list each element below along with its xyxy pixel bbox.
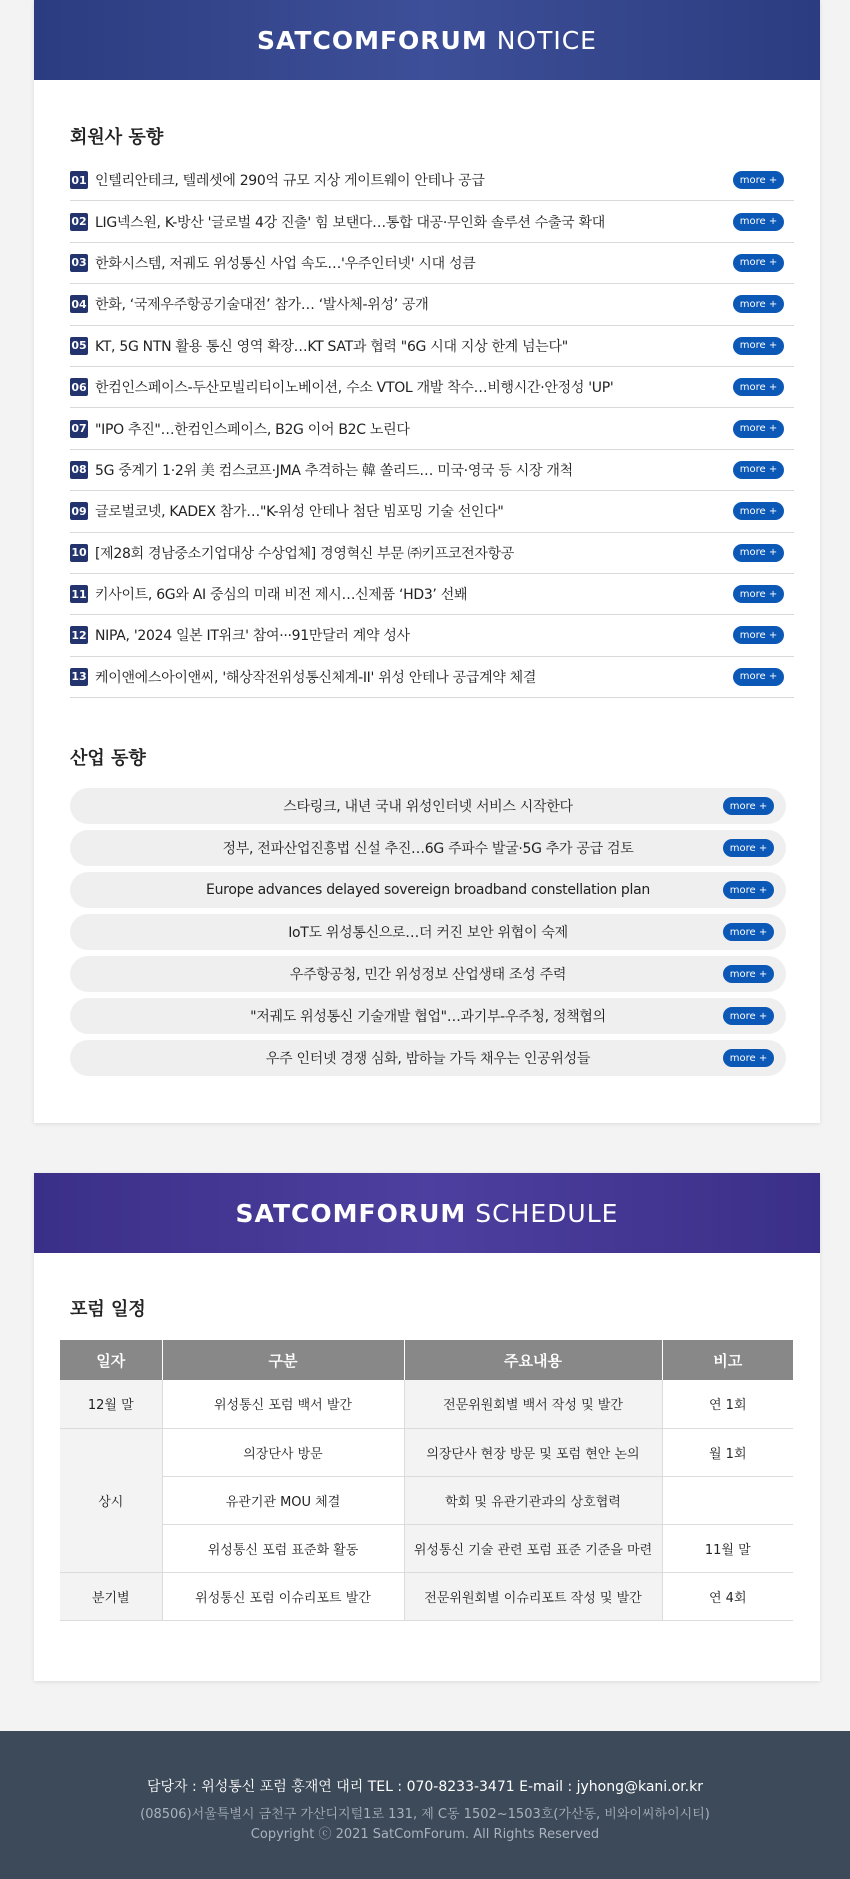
cell-note: 연 1회 bbox=[662, 1380, 793, 1428]
more-button[interactable]: more + bbox=[733, 420, 784, 438]
member-news-item[interactable] bbox=[70, 201, 794, 242]
table-row bbox=[60, 1476, 793, 1524]
more-button[interactable]: more + bbox=[733, 171, 784, 189]
cell-content: 전문위원회별 백서 작성 및 발간 bbox=[404, 1380, 662, 1428]
schedule-banner bbox=[34, 1173, 820, 1253]
item-number: 09 bbox=[70, 502, 88, 520]
cell-category: 위성통신 포럼 백서 발간 bbox=[162, 1380, 404, 1428]
footer-address: (08506)서울특별시 금천구 가산디지털1로 131, 제 C동 1502~1503호(가산동, 비와이씨하이시티) bbox=[140, 1807, 710, 1822]
more-button[interactable]: more + bbox=[723, 1007, 774, 1025]
table-row bbox=[60, 1380, 793, 1428]
more-button[interactable]: more + bbox=[723, 923, 774, 941]
schedule-table bbox=[60, 1340, 793, 1621]
cell-category: 위성통신 포럼 이슈리포트 발간 bbox=[162, 1572, 404, 1620]
member-news-item[interactable] bbox=[70, 243, 794, 284]
industry-news-item[interactable] bbox=[70, 788, 786, 824]
item-number: 03 bbox=[70, 254, 88, 272]
cell-date: 분기별 bbox=[60, 1572, 162, 1620]
cell-category: 유관기관 MOU 체결 bbox=[162, 1476, 404, 1524]
schedule-banner-brand: SATCOMFORUM bbox=[235, 1198, 467, 1228]
schedule-card bbox=[34, 1173, 820, 1681]
cell-category: 위성통신 포럼 표준화 활동 bbox=[162, 1524, 404, 1572]
more-button[interactable]: more + bbox=[733, 461, 784, 479]
cell-note: 11월 말 bbox=[662, 1524, 793, 1572]
more-button[interactable]: more + bbox=[733, 544, 784, 562]
news-title[interactable]: 한컴인스페이스-두산모빌리티이노베이션, 수소 VTOL 개발 착수…비행시간·안정성 'UP' bbox=[95, 380, 614, 397]
industry-news-item[interactable] bbox=[70, 872, 786, 908]
table-row bbox=[60, 1524, 793, 1572]
news-title[interactable]: LIG넥스원, K-방산 '글로벌 4강 진출' 힘 보탠다…통합 대공·무인화 솔루션 수출국 확대 bbox=[95, 214, 605, 231]
news-title[interactable]: KT, 5G NTN 활용 통신 영역 확장…KT SAT과 협력 "6G 시대 지상 한계 넘는다" bbox=[95, 338, 568, 355]
schedule-banner-label: SCHEDULE bbox=[475, 1198, 619, 1228]
cell-content: 학회 및 유관기관과의 상호협력 bbox=[404, 1476, 662, 1524]
news-title[interactable]: 한화, ‘국제우주항공기술대전’ 참가… ‘발사체-위성’ 공개 bbox=[95, 297, 429, 314]
news-title[interactable]: [제28회 경남중소기업대상 수상업체] 경영혁신 부문 ㈜키프코전자항공 bbox=[95, 545, 515, 562]
member-news-item[interactable] bbox=[70, 657, 794, 698]
news-title[interactable]: Europe advances delayed sovereign broadband constellation plan bbox=[206, 882, 650, 898]
member-news-item[interactable] bbox=[70, 408, 794, 449]
notice-card bbox=[34, 0, 820, 1123]
table-header-row bbox=[60, 1340, 793, 1380]
news-title[interactable]: 케이앤에스아이앤씨, '해상작전위성통신체계-II' 위성 안테나 공급계약 체결 bbox=[95, 669, 537, 686]
item-number: 05 bbox=[70, 337, 88, 355]
more-button[interactable]: more + bbox=[733, 213, 784, 231]
industry-news-item[interactable] bbox=[70, 956, 786, 992]
more-button[interactable]: more + bbox=[723, 881, 774, 899]
member-news-list bbox=[70, 160, 794, 698]
more-button[interactable]: more + bbox=[733, 378, 784, 396]
news-title[interactable]: 우주 인터넷 경쟁 심화, 밤하늘 가득 채우는 인공위성들 bbox=[265, 1051, 591, 1067]
more-button[interactable]: more + bbox=[723, 839, 774, 857]
news-title[interactable]: 정부, 전파산업진흥법 신설 추진…6G 주파수 발굴·5G 추가 공급 검토 bbox=[222, 841, 634, 857]
notice-banner-label: NOTICE bbox=[496, 25, 597, 55]
cell-note: 연 4회 bbox=[662, 1572, 793, 1620]
footer-contact: 담당자 : 위성통신 포럼 홍재연 대리 TEL : 070-8233-3471 E-mail : jyhong@kani.or.kr bbox=[147, 1779, 703, 1795]
news-title[interactable]: 인텔리안테크, 텔레셋에 290억 규모 지상 게이트웨이 안테나 공급 bbox=[95, 173, 485, 190]
cell-date: 상시 bbox=[60, 1428, 162, 1572]
item-number: 04 bbox=[70, 295, 88, 313]
cell-content: 위성통신 기술 관련 포럼 표준 기준을 마련 bbox=[404, 1524, 662, 1572]
industry-news-list bbox=[70, 788, 786, 1082]
notice-banner-brand: SATCOMFORUM bbox=[257, 25, 488, 55]
item-number: 11 bbox=[70, 585, 88, 603]
news-title[interactable]: 우주항공청, 민간 위성정보 산업생태 조성 주력 bbox=[289, 967, 567, 983]
news-title[interactable]: NIPA, '2024 일본 IT위크' 참여···91만달러 계약 성사 bbox=[95, 628, 410, 645]
header-note: 비고 bbox=[662, 1340, 793, 1380]
news-title[interactable]: 글로벌코넷, KADEX 참가…"K-위성 안테나 첨단 빔포밍 기술 선인다" bbox=[95, 504, 504, 521]
more-button[interactable]: more + bbox=[733, 502, 784, 520]
item-number: 06 bbox=[70, 378, 88, 396]
item-number: 13 bbox=[70, 668, 88, 686]
table-row bbox=[60, 1572, 793, 1620]
more-button[interactable]: more + bbox=[723, 1049, 774, 1067]
header-date: 일자 bbox=[60, 1340, 162, 1380]
cell-content: 의장단사 현장 방문 및 포럼 현안 논의 bbox=[404, 1428, 662, 1476]
item-number: 12 bbox=[70, 626, 88, 644]
notice-banner bbox=[34, 0, 820, 80]
cell-date: 12월 말 bbox=[60, 1380, 162, 1428]
member-news-item[interactable] bbox=[70, 450, 794, 491]
cell-note: 월 1회 bbox=[662, 1428, 793, 1476]
news-title[interactable]: 키사이트, 6G와 AI 중심의 미래 비전 제시…신제품 ‘HD3’ 선봬 bbox=[95, 587, 468, 604]
industry-news-item[interactable] bbox=[70, 1040, 786, 1076]
member-news-heading: 회원사 동향 bbox=[70, 127, 164, 148]
header-category: 구분 bbox=[162, 1340, 404, 1380]
item-number: 02 bbox=[70, 213, 88, 231]
more-button[interactable]: more + bbox=[733, 295, 784, 313]
more-button[interactable]: more + bbox=[733, 337, 784, 355]
cell-note bbox=[662, 1476, 793, 1524]
member-news-item[interactable] bbox=[70, 615, 794, 656]
item-number: 08 bbox=[70, 461, 88, 479]
news-title[interactable]: 스타링크, 내년 국내 위성인터넷 서비스 시작한다 bbox=[283, 799, 573, 815]
more-button[interactable]: more + bbox=[723, 797, 774, 815]
table-row bbox=[60, 1428, 793, 1476]
member-news-item[interactable] bbox=[70, 326, 794, 367]
footer bbox=[0, 1731, 850, 1879]
item-number: 07 bbox=[70, 420, 88, 438]
member-news-item[interactable] bbox=[70, 574, 794, 615]
cell-content: 전문위원회별 이슈리포트 작성 및 발간 bbox=[404, 1572, 662, 1620]
more-button[interactable]: more + bbox=[733, 626, 784, 644]
forum-schedule-heading: 포럼 일정 bbox=[70, 1299, 146, 1320]
more-button[interactable]: more + bbox=[723, 965, 774, 983]
item-number: 01 bbox=[70, 171, 88, 189]
member-news-item[interactable] bbox=[70, 284, 794, 325]
industry-news-item[interactable] bbox=[70, 998, 786, 1034]
news-title[interactable]: 한화시스템, 저궤도 위성통신 사업 속도…'우주인터넷' 시대 성큼 bbox=[95, 255, 476, 272]
industry-news-item[interactable] bbox=[70, 830, 786, 866]
item-number: 10 bbox=[70, 544, 88, 562]
more-button[interactable]: more + bbox=[733, 585, 784, 603]
member-news-item[interactable] bbox=[70, 533, 794, 574]
more-button[interactable]: more + bbox=[733, 668, 784, 686]
cell-category: 의장단사 방문 bbox=[162, 1428, 404, 1476]
industry-news-heading: 산업 동향 bbox=[70, 748, 146, 769]
member-news-item[interactable] bbox=[70, 491, 794, 532]
news-title[interactable]: "IPO 추진"…한컴인스페이스, B2G 이어 B2C 노린다 bbox=[95, 421, 410, 438]
more-button[interactable]: more + bbox=[733, 254, 784, 272]
news-title[interactable]: 5G 중계기 1·2위 美 컴스코프·JMA 추격하는 韓 쏠리드… 미국·영국 등 시장 개척 bbox=[95, 462, 573, 479]
member-news-item[interactable] bbox=[70, 160, 794, 201]
header-content: 주요내용 bbox=[404, 1340, 662, 1380]
footer-copyright: Copyright ⓒ 2021 SatComForum. All Rights Reserved bbox=[250, 1827, 600, 1842]
news-title[interactable]: IoT도 위성통신으로…더 커진 보안 위협이 숙제 bbox=[288, 925, 568, 941]
news-title[interactable]: "저궤도 위성통신 기술개발 협업"…과기부-우주청, 정책협의 bbox=[250, 1009, 606, 1025]
industry-news-item[interactable] bbox=[70, 914, 786, 950]
member-news-item[interactable] bbox=[70, 367, 794, 408]
